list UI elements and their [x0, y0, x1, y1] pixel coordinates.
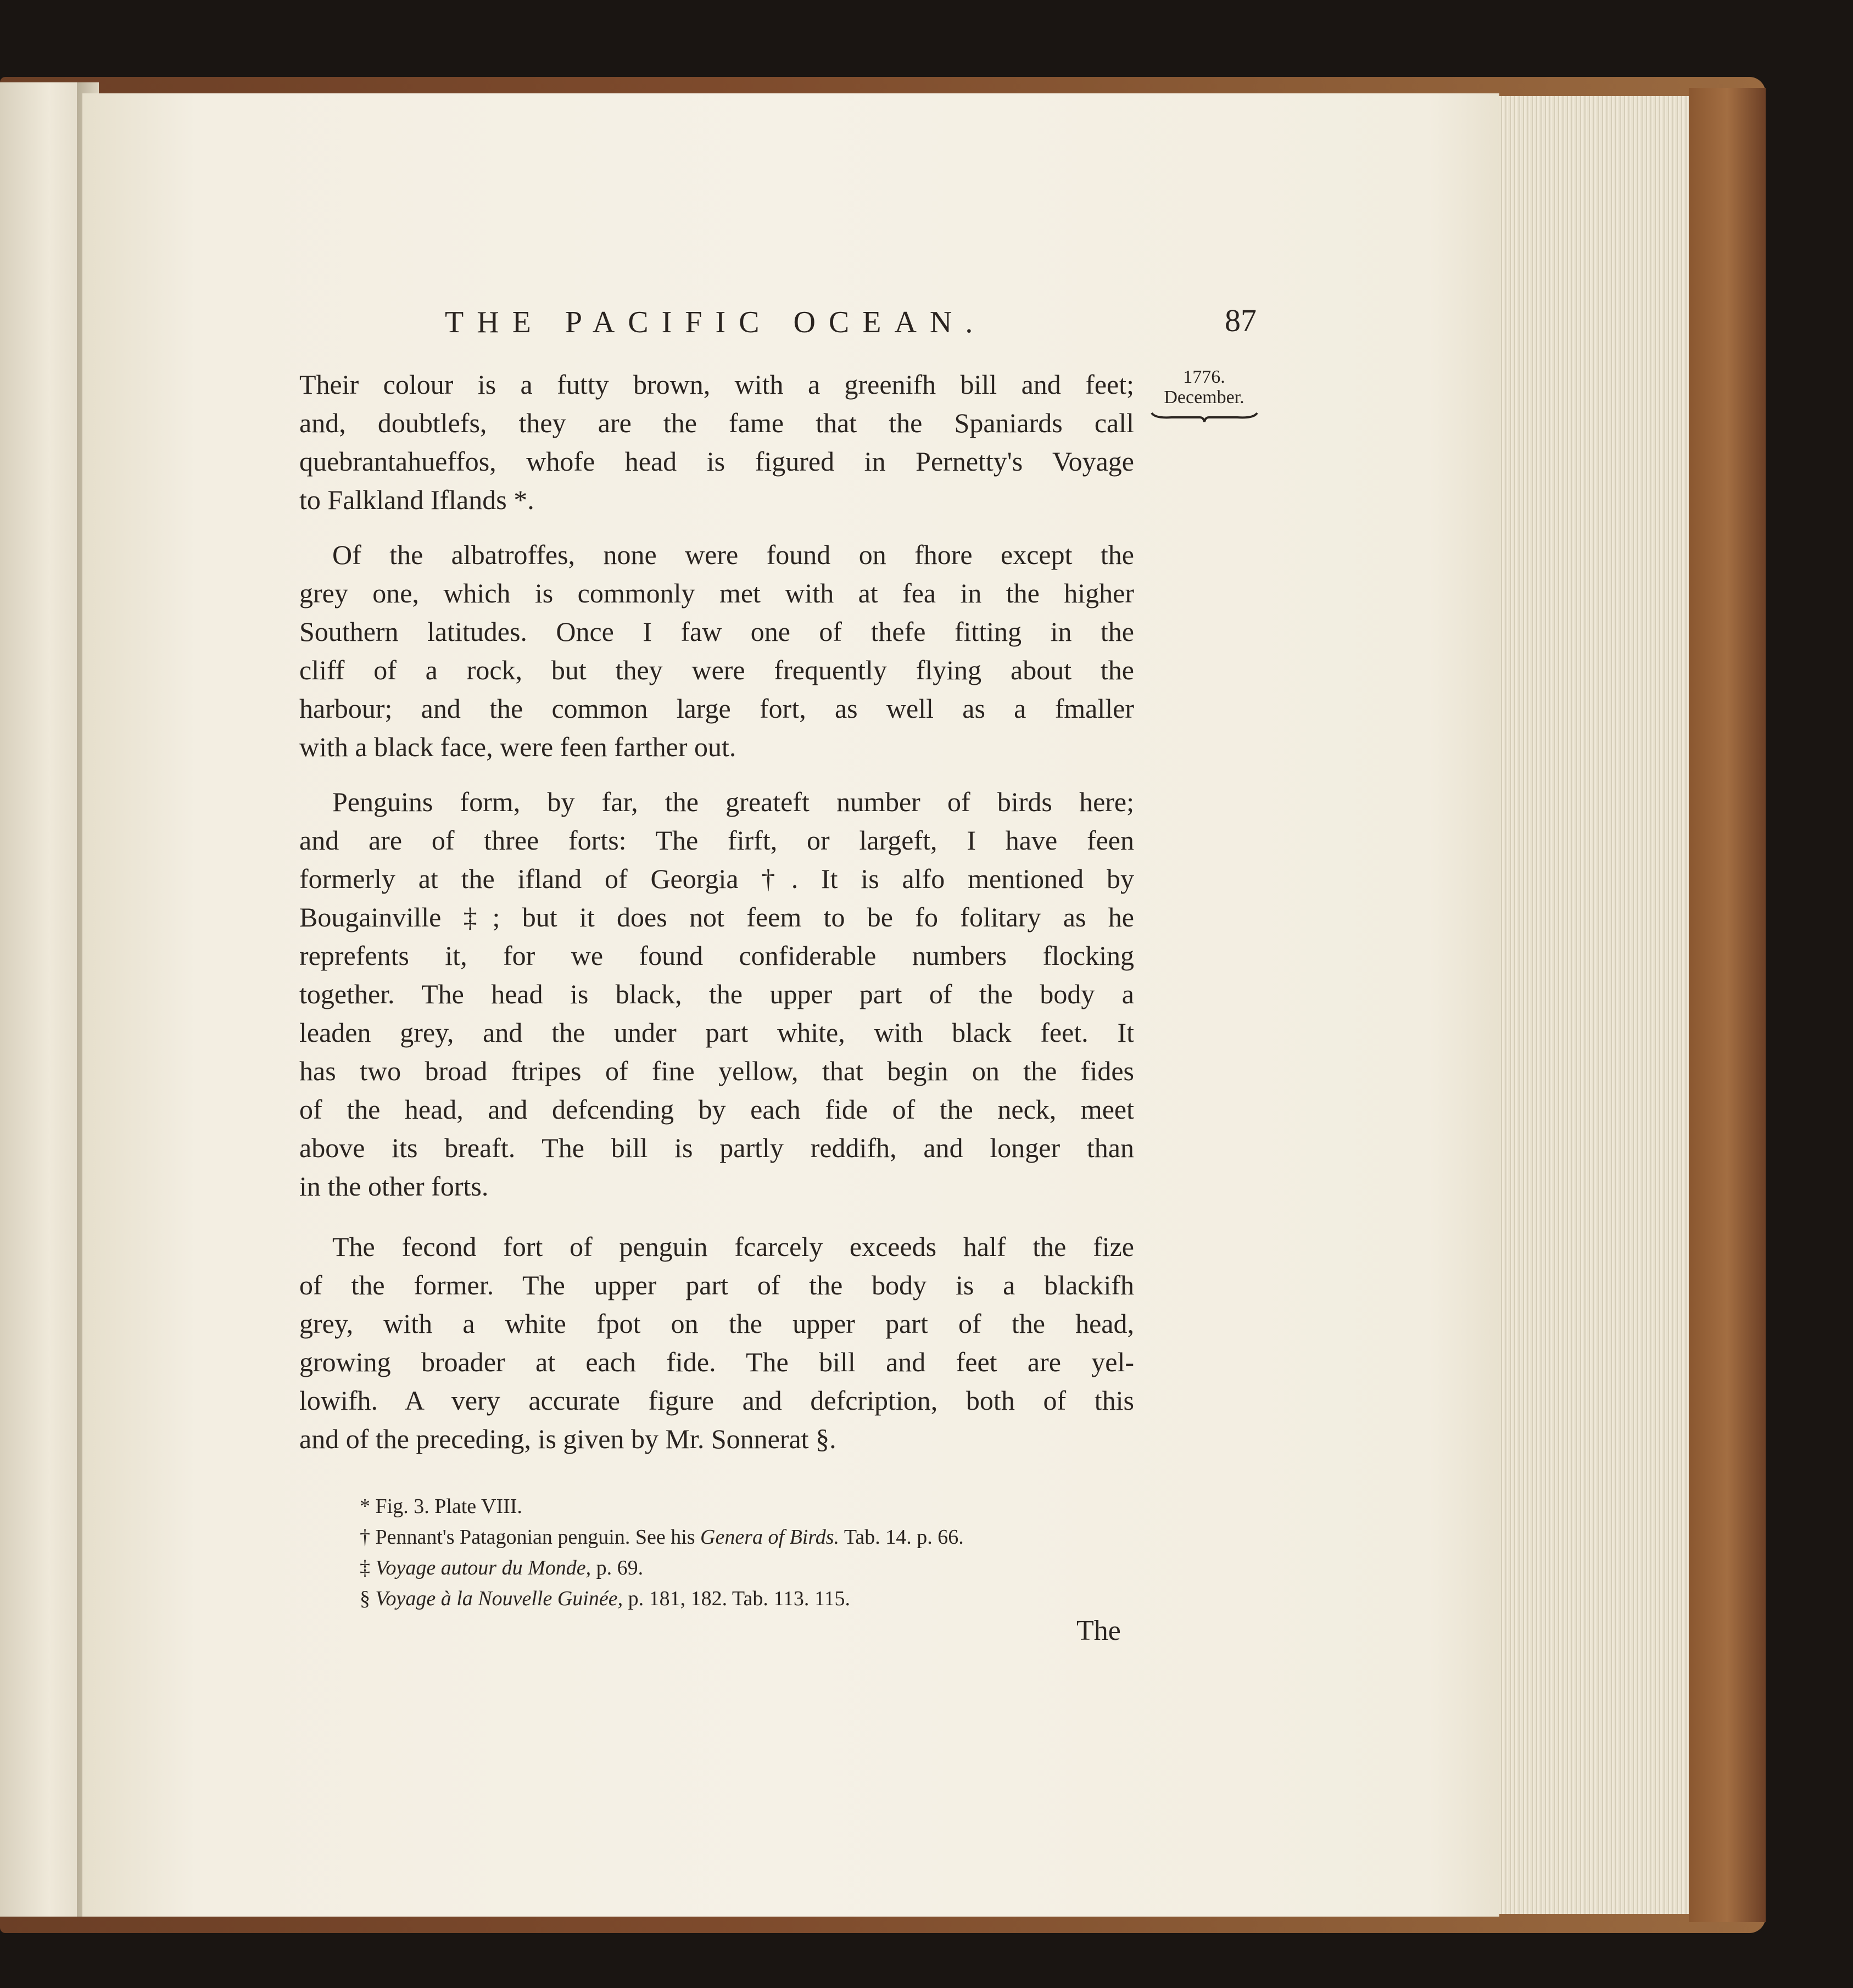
- page-number: 87: [1225, 303, 1257, 338]
- text-line: grey, with a white fpot on the upper part of the head,: [299, 1308, 1134, 1339]
- running-head: THE PACIFIC OCEAN.: [445, 305, 986, 339]
- brace-icon: [1149, 411, 1259, 423]
- text-line: growing broader at each fide. The bill and feet are yel-: [299, 1347, 1134, 1377]
- text-line: of the former. The upper part of the body is a blackifh: [299, 1270, 1134, 1300]
- paragraph-3: [299, 783, 1134, 1205]
- footnote-text: Fig. 3. Plate VIII.: [375, 1495, 522, 1518]
- left-page-edge: [0, 82, 85, 1917]
- text-line: grey one, which is commonly met with at fea in the higher: [299, 578, 1134, 608]
- footnote-text: Pennant's Patagonian penguin. See his: [375, 1526, 701, 1549]
- text-line: together. The head is black, the upper part of the body a: [299, 979, 1134, 1009]
- text-line: formerly at the ifland of Georgia †. It is alfo mentioned by: [299, 863, 1134, 894]
- text-line: Bougainville ‡; but it does not feem to be fo folitary as he: [299, 902, 1134, 932]
- text-line: leaden grey, and the under part white, with black feet. It: [299, 1017, 1134, 1048]
- text-line: harbour; and the common large fort, as well as a fmaller: [299, 693, 1134, 724]
- footnote-mark: *: [360, 1495, 370, 1518]
- margin-note-month: December.: [1164, 387, 1244, 407]
- footnote-title: Voyage autour du Monde,: [375, 1556, 591, 1579]
- text-line: The fecond fort of penguin fcarcely exceeds half the fize: [332, 1231, 1134, 1262]
- text-line: and, doubtlefs, they are the fame that the Spaniards call: [299, 407, 1134, 438]
- text-line: in the other forts.: [299, 1171, 489, 1202]
- footnote-title: Voyage à la Nouvelle Guinée,: [375, 1587, 623, 1610]
- footnotes: [360, 1491, 1129, 1614]
- footnote-mark: §: [360, 1587, 370, 1610]
- text-line: to Falkland Iflands *.: [299, 484, 534, 515]
- footnote-title: Genera of Birds.: [700, 1526, 840, 1549]
- text-line: of the head, and defcending by each fide of the neck, meet: [299, 1094, 1134, 1125]
- text-line: Their colour is a futty brown, with a greenifh bill and feet;: [299, 369, 1134, 400]
- text-line: cliff of a rock, but they were frequently flying about the: [299, 655, 1134, 685]
- paragraph-4: [299, 1227, 1134, 1458]
- book-binding-edge: [1689, 88, 1766, 1922]
- text-line: Southern latitudes. Once I faw one of thefe fitting in the: [299, 616, 1134, 647]
- footnote: [360, 1583, 1129, 1614]
- text-line: reprefents it, for we found confiderable numbers flocking: [299, 940, 1134, 971]
- text-line: with a black face, were feen farther out.: [299, 731, 736, 762]
- text-line: and of the preceding, is given by Mr. Sonnerat §.: [299, 1423, 836, 1454]
- paragraph-1: [299, 365, 1134, 519]
- text-line: Of the albatroffes, none were found on fhore except the: [332, 539, 1134, 570]
- footnote: [360, 1522, 1129, 1553]
- text-line: and are of three forts: The firft, or largeft, I have feen: [299, 825, 1134, 856]
- text-line: quebrantahueffos, whofe head is figured in Pernetty's Voyage: [299, 446, 1134, 477]
- footnote-mark: ‡: [360, 1556, 370, 1579]
- footnote-text: p. 69.: [591, 1556, 644, 1579]
- margin-note: [1145, 367, 1263, 423]
- text-line: lowifh. A very accurate figure and defcription, both of this: [299, 1385, 1134, 1416]
- footnote: [360, 1553, 1129, 1583]
- margin-note-year: 1776.: [1183, 367, 1225, 387]
- footnote-mark: †: [360, 1526, 370, 1549]
- text-line: Penguins form, by far, the greateft number of birds here;: [332, 786, 1134, 817]
- paragraph-2: [299, 535, 1134, 766]
- footnote-text: p. 181, 182. Tab. 113. 115.: [623, 1587, 851, 1610]
- catchword: The: [1076, 1615, 1121, 1646]
- text-line: above its breaft. The bill is partly reddifh, and longer than: [299, 1132, 1134, 1163]
- text-line: has two broad ftripes of fine yellow, that begin on the fides: [299, 1056, 1134, 1086]
- page-edges: [1499, 96, 1692, 1914]
- footnote-text: Tab. 14. p. 66.: [839, 1526, 964, 1549]
- footnote: [360, 1491, 1129, 1522]
